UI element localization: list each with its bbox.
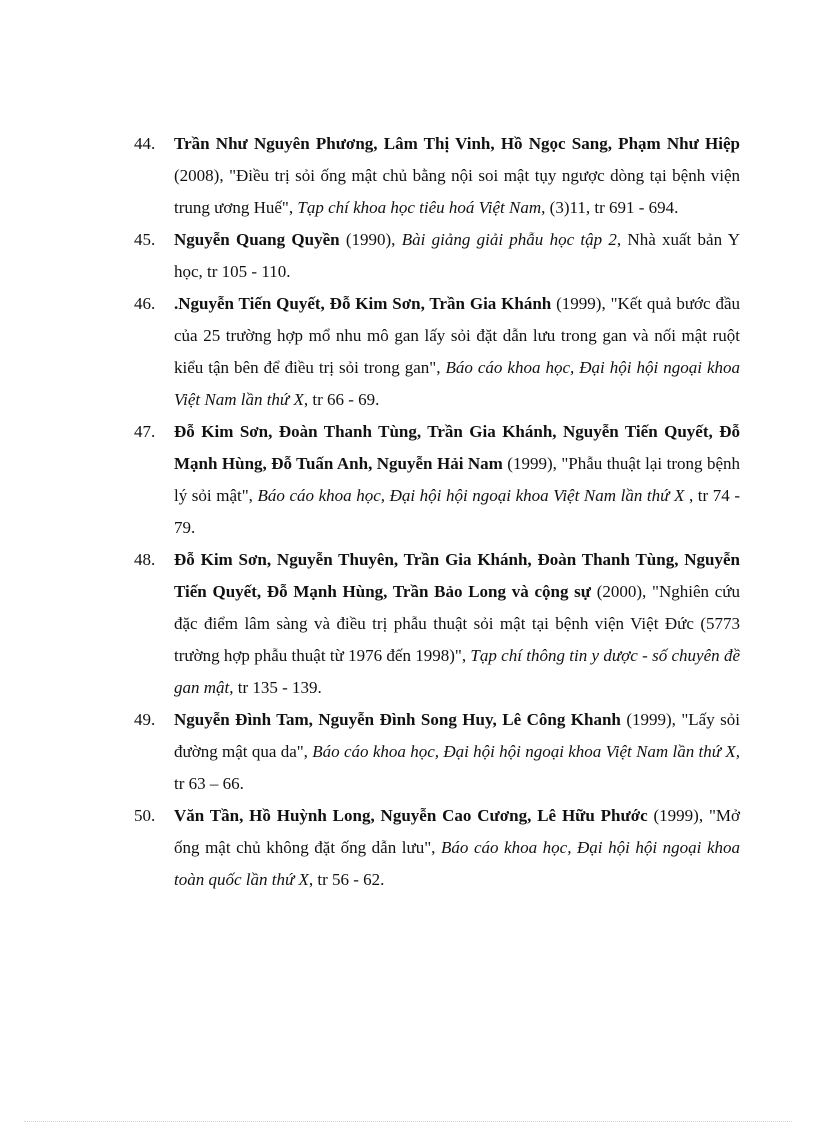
reference-list — [134, 128, 740, 896]
reference-details: (1999), "Phẫu thuật lại trong bệnh lý sỏi mật", — [174, 454, 741, 505]
reference-details: (1999), "Mở ống mật chủ không đặt ống dẫn lưu", — [174, 806, 740, 857]
reference-number: 50. — [134, 806, 156, 825]
reference-item-47 — [134, 416, 740, 544]
reference-pages: tr 63 – 66. — [174, 774, 244, 793]
reference-authors: Đỗ Kim Sơn, Đoàn Thanh Tùng, Trần Gia Khánh, Nguyễn Tiến Quyết, Đỗ Mạnh Hùng, Đỗ Tuấn Anh, Nguyễn Hải Nam — [174, 422, 740, 473]
reference-item-44 — [134, 128, 740, 224]
reference-details: (2008), "Điều trị sỏi ống mật chủ bằng nội soi mật tụy ngược dòng tại bệnh viện trung ương Huế", — [174, 166, 740, 217]
reference-item-50 — [134, 800, 740, 896]
reference-source: Báo cáo khoa học, Đại hội hội ngoại khoa Việt Nam lần thứ X — [257, 486, 685, 505]
reference-number: 46. — [134, 294, 156, 313]
reference-pages: , tr 56 - 62. — [308, 870, 385, 889]
reference-details: (1999), "Lấy sỏi đường mật qua da", — [174, 710, 741, 761]
reference-source: Tạp chí khoa học tiêu hoá Việt Nam, — [297, 198, 546, 217]
reference-authors: Đỗ Kim Sơn, Nguyễn Thuyên, Trần Gia Khánh, Đoàn Thanh Tùng, Nguyễn Tiến Quyết, Đỗ Mạnh Hùng, Trần Bảo Long và cộng sự — [174, 550, 740, 601]
reference-authors: Trần Như Nguyên Phương, Lâm Thị Vinh, Hồ Ngọc Sang, Phạm Như Hiệp — [174, 134, 740, 153]
reference-pages: , Nhà xuất bản Y học, tr 105 - 110. — [174, 230, 741, 281]
reference-authors: Nguyễn Quang Quyền — [174, 230, 340, 249]
reference-number: 48. — [134, 550, 156, 569]
reference-number: 45. — [134, 230, 156, 249]
reference-item-45 — [134, 224, 740, 288]
reference-source: Báo cáo khoa học, Đại hội hội ngoại khoa Việt Nam lần thứ X, — [312, 742, 740, 761]
reference-item-49 — [134, 704, 740, 800]
reference-pages: tr 135 - 139. — [233, 678, 322, 697]
reference-pages: (3)11, tr 691 - 694. — [545, 198, 679, 217]
page-bottom-divider — [24, 1121, 792, 1122]
reference-authors: .Nguyễn Tiến Quyết, Đỗ Kim Sơn, Trần Gia Khánh — [174, 294, 552, 313]
reference-details: (2000), "Nghiên cứu đặc điểm lâm sàng và điều trị phẫu thuật sỏi mật tại bệnh viện Việt Đức (5773 trường hợp phẫu thuật từ 1976 đến 1998)", — [174, 582, 740, 665]
reference-pages: , tr 66 - 69. — [303, 390, 380, 409]
reference-source: Tạp chí thông tin y dược - số chuyên đề gan mật, — [174, 646, 740, 697]
reference-source: Bài giảng giải phẫu học tập 2 — [401, 230, 617, 249]
reference-pages: , tr 74 - 79. — [174, 486, 740, 537]
reference-source: Báo cáo khoa học, Đại hội hội ngoại khoa toàn quốc lần thứ X — [174, 838, 740, 889]
reference-details: (1990), — [339, 230, 402, 249]
reference-item-48 — [134, 544, 740, 704]
reference-number: 44. — [134, 134, 156, 153]
reference-number: 49. — [134, 710, 156, 729]
reference-authors: Nguyễn Đình Tam, Nguyễn Đình Song Huy, Lê Công Khanh — [174, 710, 621, 729]
reference-authors: Văn Tần, Hồ Huỳnh Long, Nguyễn Cao Cương, Lê Hữu Phước — [174, 806, 648, 825]
reference-item-46 — [134, 288, 740, 416]
reference-source: Báo cáo khoa học, Đại hội hội ngoại khoa Việt Nam lần thứ X — [174, 358, 740, 409]
reference-number: 47. — [134, 422, 156, 441]
reference-details: (1999), "Kết quả bước đầu của 25 trường hợp mổ nhu mô gan lấy sỏi đặt dẫn lưu trong gan và nối mật ruột kiểu tận bên để điều trị sỏi trong gan", — [174, 294, 740, 377]
